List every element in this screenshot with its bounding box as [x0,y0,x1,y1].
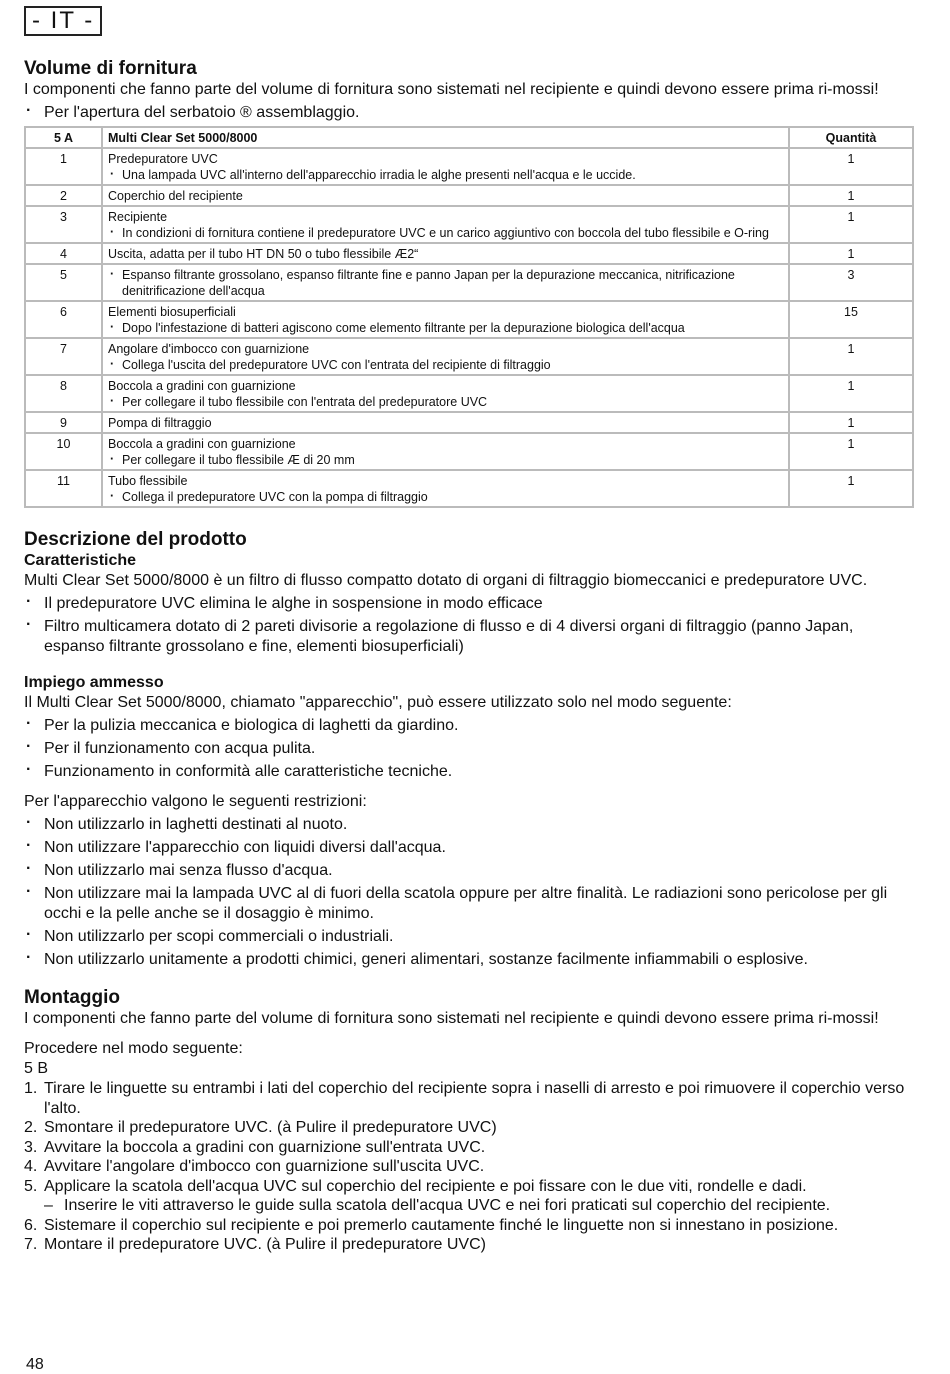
row-name: Recipiente [108,210,168,224]
step-number: 7. [24,1236,38,1253]
header-name: Multi Clear Set 5000/8000 [103,128,788,147]
row-quantity: 1 [790,339,912,374]
step-number: 1. [24,1080,38,1097]
row-quantity: 1 [790,376,912,411]
step-number: 2. [24,1119,38,1136]
table-row [26,265,912,300]
row-quantity: 1 [790,149,912,184]
row-description [103,434,788,469]
row-detail: · Per collegare il tubo flessibile Æ di 20 mm [108,452,783,468]
row-detail: · Una lampada UVC all'interno dell'apparecchio irradia le alghe presenti nell'acqua e le uccide. [108,167,783,183]
table-row [26,376,912,411]
row-quantity: 1 [790,413,912,432]
use-intro: Il Multi Clear Set 5000/8000, chiamato "apparecchio", può essere utilizzato solo nel modo seguente: [24,694,732,711]
table-row [26,149,912,184]
row-description [103,302,788,337]
step-text: Montare il predepuratore UVC. (à Pulire il predepuratore UVC) [44,1236,486,1253]
row-quantity: 1 [790,244,912,263]
row-quantity: 1 [790,207,912,242]
row-detail: · Collega il predepuratore UVC con la pompa di filtraggio [108,489,783,505]
row-number: 7 [26,339,101,374]
step-number: 6. [24,1216,38,1234]
row-description [103,413,788,432]
step-item [24,1216,914,1236]
row-name: Predepuratore UVC [108,152,218,166]
substep: – Inserire le viti attraverso le guide sulla scatola dell'acqua UVC e nei fori praticati sul coperchio del recipiente. [24,1196,914,1216]
row-name: Tubo flessibile [108,474,188,488]
row-number: 2 [26,186,101,205]
supply-intro: I componenti che fanno parte del volume di fornitura sono sistemati nel recipiente e quindi devono essere prima ri-mossi! [24,81,879,98]
restriction-item: · Non utilizzarlo mai senza flusso d'acqua. [24,861,914,881]
step-text: Applicare la scatola dell'acqua UVC sul coperchio del recipiente e poi fissare con le due viti, rondelle e dadi. [44,1177,807,1195]
table-row [26,244,912,263]
row-description [103,265,788,300]
row-number: 5 [26,265,101,300]
assembly-intro: I componenti che fanno parte del volume di fornitura sono sistemati nel recipiente e quindi devono essere prima ri-mossi! [24,1010,879,1027]
step-text: Smontare il predepuratore UVC. (à Pulire il predepuratore UVC) [44,1119,497,1136]
table-row [26,207,912,242]
restrictions-intro: Per l'apparecchio valgono le seguenti restrizioni: [24,793,367,810]
row-description [103,244,788,263]
row-detail: · Espanso filtrante grossolano, espanso filtrante fine e panno Japan per la depurazione meccanica, nitrificazione denitrificazione dell'acqua [108,267,783,299]
language-tag: - IT - [24,6,102,36]
row-detail: · In condizioni di fornitura contiene il predepuratore UVC e un carico aggiuntivo con boccola del tubo flessibile e O-ring [108,225,783,241]
row-name: Angolare d'imbocco con guarnizione [108,342,310,356]
restriction-item: · Non utilizzarlo per scopi commerciali o industriali. [24,927,914,947]
supply-title: Volume di fornitura [24,58,197,79]
step-number: 4. [24,1158,38,1175]
use-item: · Per il funzionamento con acqua pulita. [24,739,914,759]
row-number: 10 [26,434,101,469]
description-title: Descrizione del prodotto [24,529,247,550]
features-intro: Multi Clear Set 5000/8000 è un filtro di flusso compatto dotato di organi di filtraggio biomeccanici e predepuratore UVC. [24,572,868,589]
page-number: 48 [26,1356,44,1373]
row-name: Boccola a gradini con guarnizione [108,379,296,393]
row-number: 4 [26,244,101,263]
row-quantity: 1 [790,434,912,469]
procedure-text: Procedere nel modo seguente: [24,1040,243,1057]
step-number: 5. [24,1177,38,1195]
row-quantity: 1 [790,186,912,205]
use-title: Impiego ammesso [24,674,164,691]
row-name: Uscita, adatta per il tubo HT DN 50 o tubo flessibile Æ2“ [108,247,419,261]
step-item [24,1177,914,1197]
table-header [26,128,912,147]
table-row [26,302,912,337]
row-quantity: 1 [790,471,912,506]
uses-list [24,716,914,782]
table-row [26,186,912,205]
steps-list [24,1079,914,1196]
assembly-title: Montaggio [24,987,121,1008]
header-ref: 5 A [26,128,101,147]
step-item [24,1079,914,1118]
feature-item: · Filtro multicamera dotato di 2 pareti divisorie a regolazione di flusso e di 4 diversi organi di filtraggio (panno Japan, espanso filtrante grossolano e fine, elementi biosuperficiali) [24,617,914,657]
supply-table [24,126,914,508]
table-row [26,434,912,469]
step-item [24,1235,914,1255]
row-number: 8 [26,376,101,411]
row-description [103,207,788,242]
row-description [103,376,788,411]
row-number: 6 [26,302,101,337]
table-row [26,471,912,506]
row-number: 1 [26,149,101,184]
restriction-item: · Non utilizzarlo unitamente a prodotti chimici, generi alimentari, sostanze facilmente infiammabili o esplosive. [24,950,914,970]
step-item [24,1157,914,1177]
row-name: Boccola a gradini con guarnizione [108,437,296,451]
row-detail: · Collega l'uscita del predepuratore UVC con l'entrata del recipiente di filtraggio [108,357,783,373]
header-qty: Quantità [790,128,912,147]
row-number: 11 [26,471,101,506]
step-text: Avvitare l'angolare d'imbocco con guarnizione sull'uscita UVC. [44,1158,485,1175]
row-name: Coperchio del recipiente [108,189,243,203]
restrictions-list [24,815,914,970]
features-title: Caratteristiche [24,552,137,569]
step-item [24,1138,914,1158]
row-description [103,339,788,374]
step-item [24,1118,914,1138]
row-number: 3 [26,207,101,242]
steps2-list [24,1216,914,1255]
row-name: Pompa di filtraggio [108,416,212,430]
feature-item: · Il predepuratore UVC elimina le alghe in sospensione in modo efficace [24,594,914,614]
page [24,6,914,1255]
row-detail: · Per collegare il tubo flessibile con l'entrata del predepuratore UVC [108,394,783,410]
restriction-item: · Non utilizzare l'apparecchio con liquidi diversi dall'acqua. [24,838,914,858]
row-number: 9 [26,413,101,432]
row-quantity: 15 [790,302,912,337]
restriction-item: · Non utilizzarlo in laghetti destinati al nuoto. [24,815,914,835]
row-name: Elementi biosuperficiali [108,305,236,319]
features-list [24,594,914,657]
use-item: · Per la pulizia meccanica e biologica di laghetti da giardino. [24,716,914,736]
row-description [103,149,788,184]
step-text: Sistemare il coperchio sul recipiente e poi premerlo cautamente finché le linguette non si innestano in posizione. [44,1216,839,1234]
step-text: Tirare le linguette su entrambi i lati del coperchio del recipiente sopra i naselli di arresto e poi rimuovere il coperchio verso l'alto. [44,1080,905,1117]
supply-bullet: · Per l'apertura del serbatoio ® assemblaggio. [24,103,914,123]
row-description [103,471,788,506]
table-row [26,413,912,432]
row-description [103,186,788,205]
step-text: Avvitare la boccola a gradini con guarnizione sull'entrata UVC. [44,1138,486,1156]
procedure-ref: 5 B [24,1060,49,1077]
table-row [26,339,912,374]
step-number: 3. [24,1138,38,1156]
row-quantity: 3 [790,265,912,300]
use-item: · Funzionamento in conformità alle caratteristiche tecniche. [24,762,914,782]
restriction-item: · Non utilizzare mai la lampada UVC al di fuori della scatola oppure per altre finalità. Le radiazioni sono pericolose per gli occhi e la pelle anche se il dosaggio è minimo. [24,884,914,924]
row-detail: · Dopo l'infestazione di batteri agiscono come elemento filtrante per la depurazione biologica dell'acqua [108,320,783,336]
